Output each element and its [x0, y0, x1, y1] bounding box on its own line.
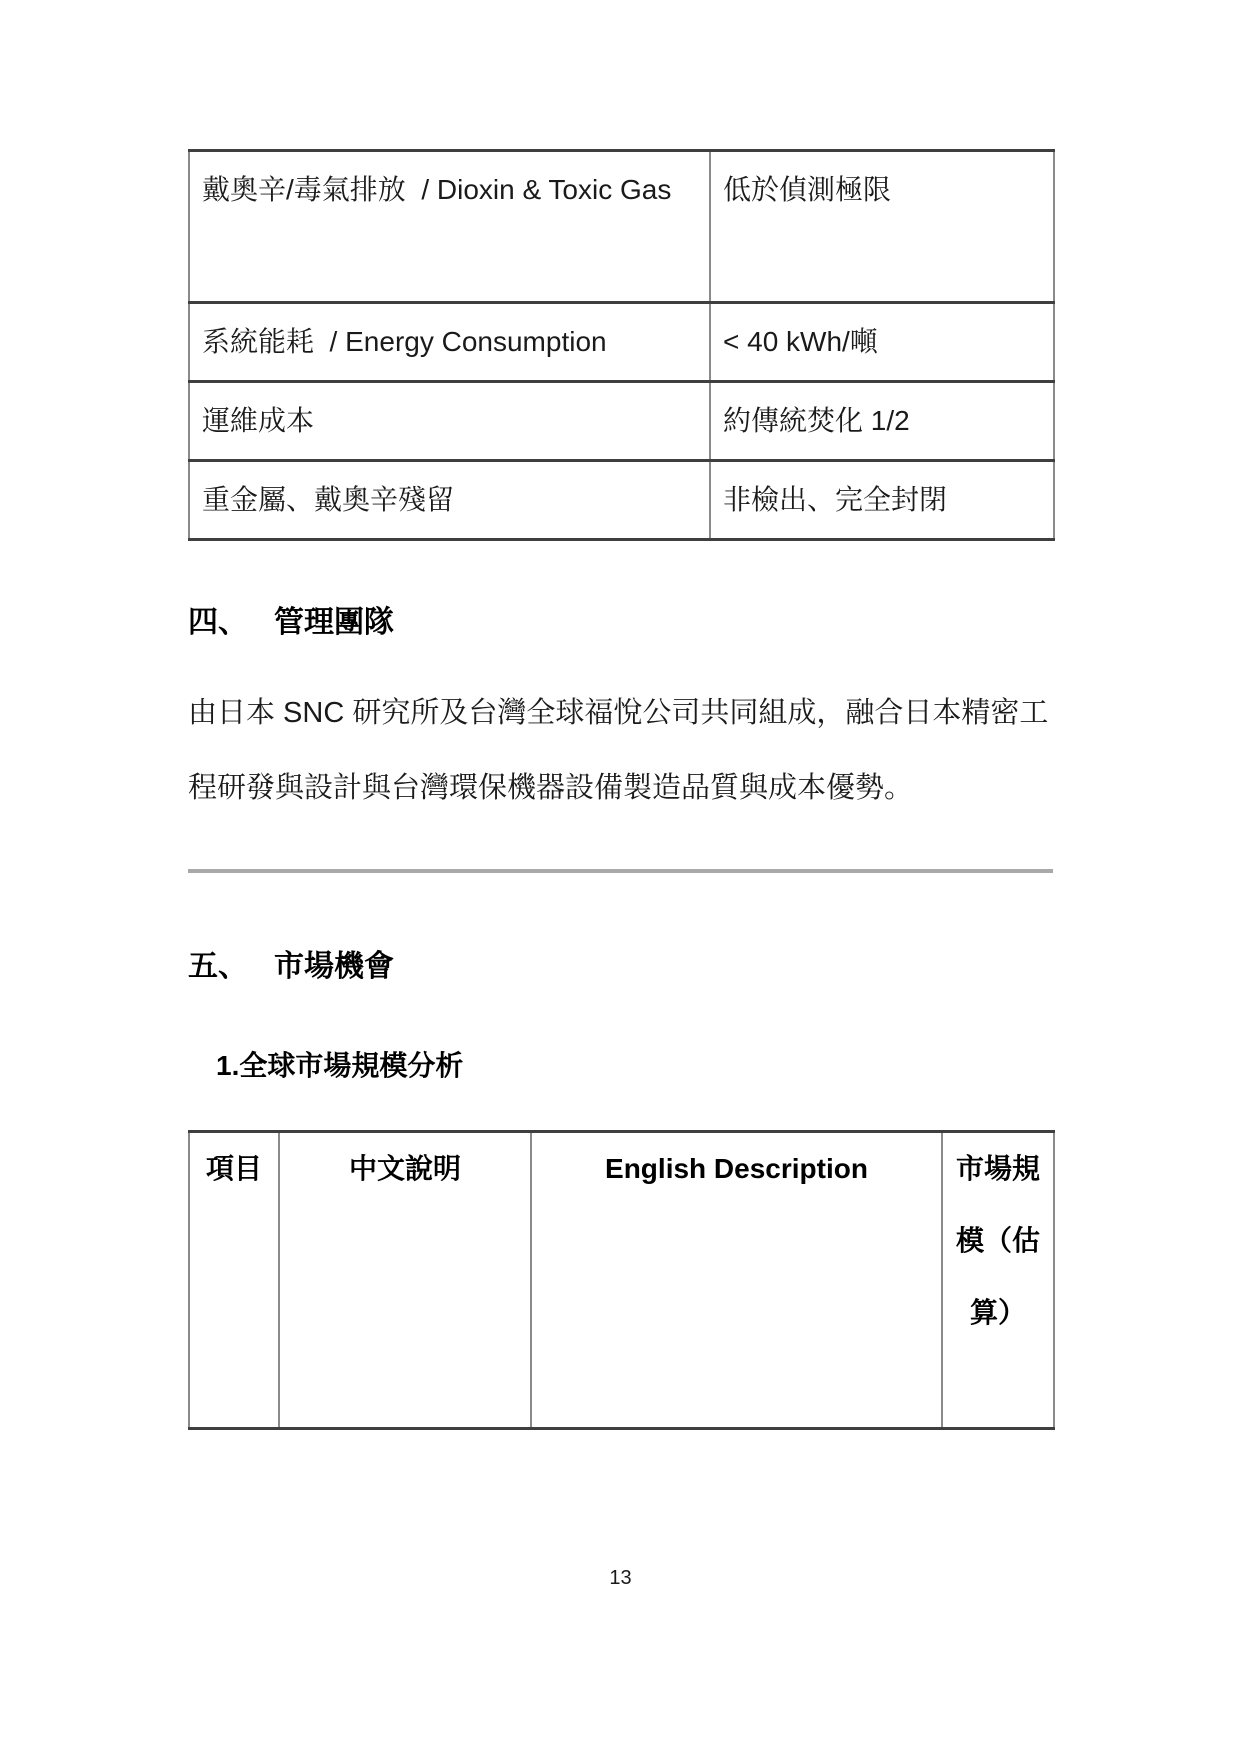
- market-table: [188, 1130, 1055, 1430]
- section-title: 管理團隊: [274, 606, 394, 639]
- market-header-english-description: English Description: [531, 1132, 942, 1429]
- spec-label-dioxin: 戴奧辛/毒氣排放 / Dioxin & Toxic Gas: [189, 151, 710, 303]
- spec-label-energy: 系統能耗 / Energy Consumption: [189, 303, 710, 382]
- market-header-market-size: 市場規模（估算）: [942, 1132, 1054, 1429]
- section-number: 四、: [188, 606, 248, 639]
- spec-value-energy: < 40 kWh/噸: [710, 303, 1054, 382]
- table-row: [189, 151, 1054, 303]
- section-title: 市場機會: [274, 950, 394, 983]
- spec-value-residue: 非檢出、完全封閉: [710, 461, 1054, 540]
- table-row: [189, 303, 1054, 382]
- section-divider: [188, 869, 1053, 873]
- table-header-row: [189, 1132, 1054, 1429]
- page-content: [0, 149, 1241, 1590]
- spec-value-dioxin: 低於偵測極限: [710, 151, 1054, 303]
- section-number: 五、: [188, 950, 248, 983]
- section-heading-market-opportunity: [188, 949, 1053, 985]
- spec-label-residue: 重金屬、戴奧辛殘留: [189, 461, 710, 540]
- spec-value-maintenance: 約傳統焚化 1/2: [710, 382, 1054, 461]
- table-row: [189, 461, 1054, 540]
- market-header-chinese-description: 中文說明: [279, 1132, 531, 1429]
- subsection-heading-global-market-analysis: 1.全球市場規模分析: [216, 1050, 464, 1081]
- spec-label-maintenance: 運維成本: [189, 382, 710, 461]
- page-number: 13: [609, 1567, 632, 1589]
- spec-table: [188, 149, 1055, 541]
- section-heading-management-team: [188, 605, 1053, 641]
- management-team-paragraph: 由日本 SNC 研究所及台灣全球福悅公司共同組成，融合日本精密工程研發與設計與台灣環保機器設備製造品質與成本優勢。: [188, 697, 1049, 804]
- table-row: [189, 382, 1054, 461]
- market-header-item: 項目: [189, 1132, 279, 1429]
